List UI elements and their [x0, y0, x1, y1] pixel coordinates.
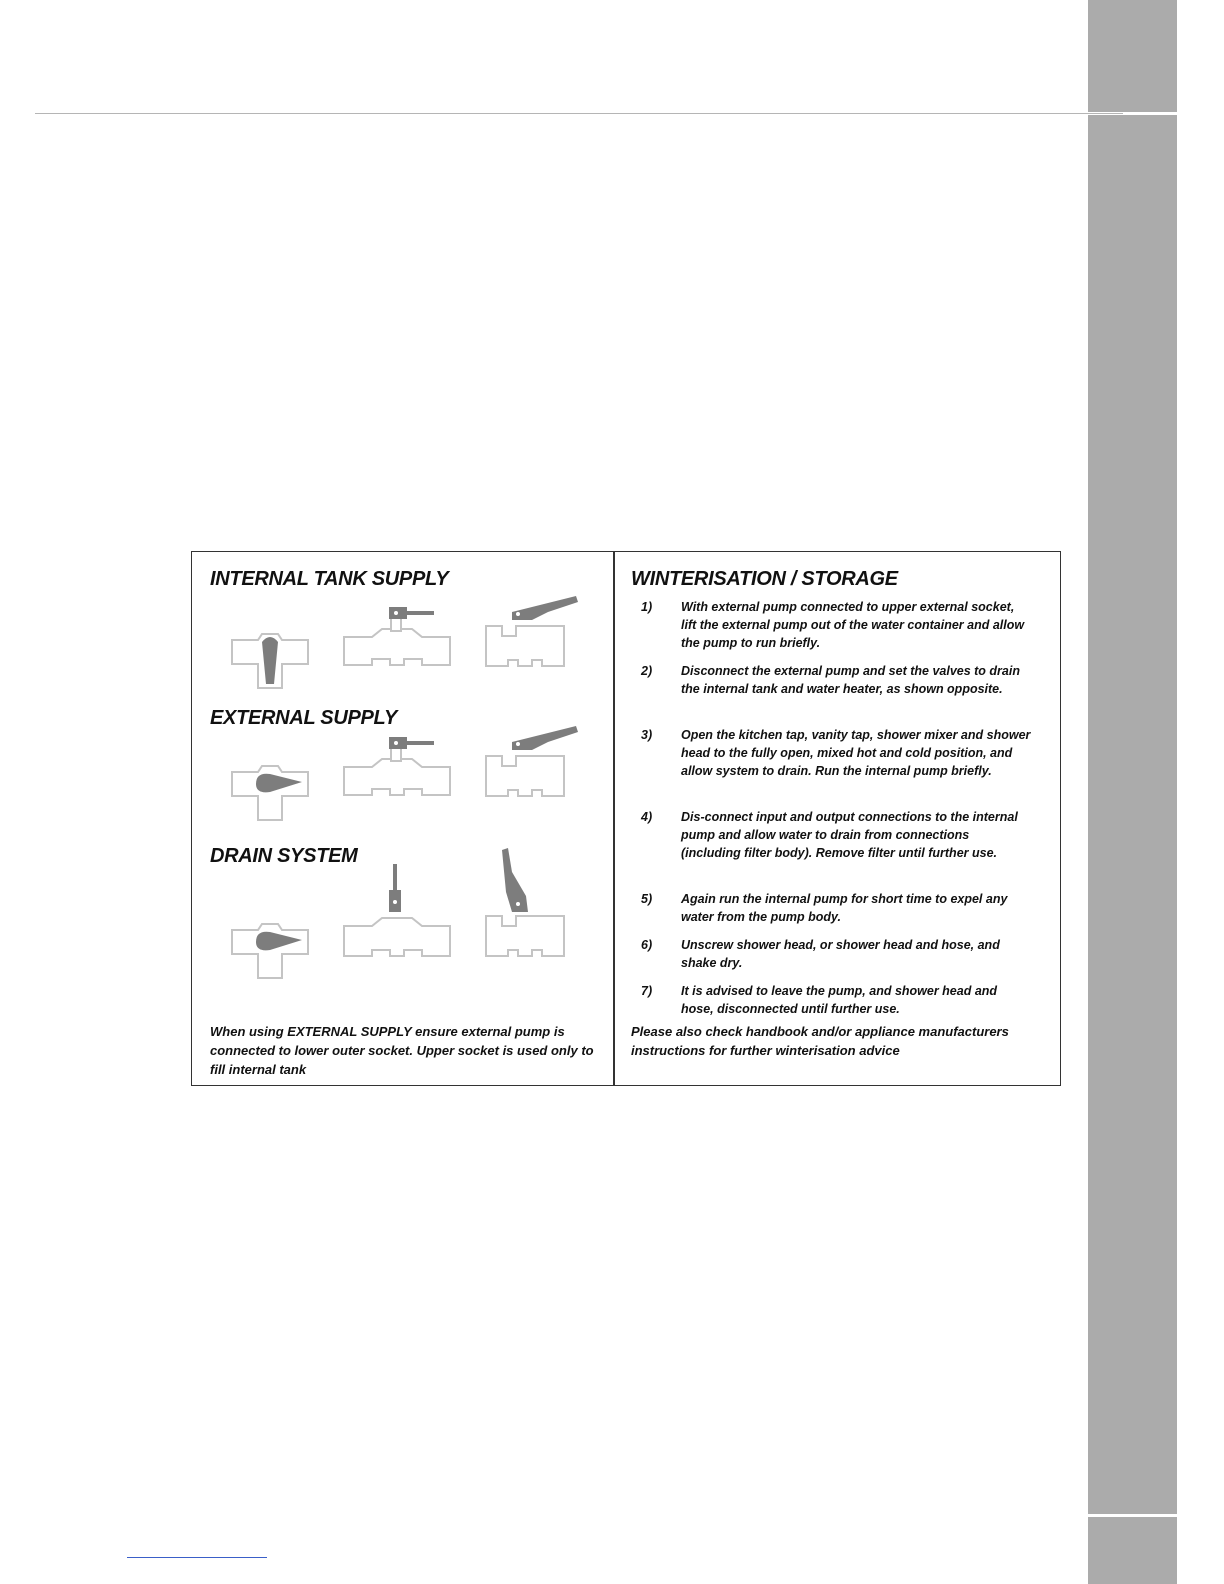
- straight-valve-closed-icon: [342, 737, 452, 799]
- three-way-valve-drain-icon: [230, 922, 310, 982]
- step-text: It is advised to leave the pump, and shower head and hose, disconnected until further use.: [681, 984, 998, 1016]
- winterisation-advice: Please also check handbook and/or appliance manufacturers instructions for further winterisation advice: [631, 1024, 1009, 1058]
- header-rule: [35, 113, 1123, 114]
- lever-valve-horizontal-icon: [482, 724, 582, 799]
- straight-valve-open-icon: [342, 864, 452, 959]
- external-supply-heading: EXTERNAL SUPPLY: [210, 707, 398, 729]
- three-way-valve-horizontal-icon: [230, 764, 310, 824]
- step-text: Open the kitchen tap, vanity tap, shower mixer and shower head to the fully open, mixed hot and cold position, and allow system to drain. Run the internal pump briefly.: [681, 728, 1031, 778]
- internal-tank-supply-heading: INTERNAL TANK SUPPLY: [210, 568, 449, 590]
- side-tab-bottom: [1088, 1517, 1177, 1584]
- step-number: 2): [641, 664, 653, 678]
- step-text: Unscrew shower head, or shower head and hose, and shake dry.: [681, 938, 1000, 970]
- winterisation-steps: [613, 552, 1060, 1085]
- step-number: 7): [641, 984, 653, 998]
- external-supply-note: When using EXTERNAL SUPPLY ensure external pump is connected to lower outer socket. Upper socket is used only to fill internal tank: [210, 1024, 594, 1077]
- lever-valve-vertical-icon: [482, 848, 582, 960]
- drain-system-heading: DRAIN SYSTEM: [210, 845, 358, 867]
- step-number: 5): [641, 892, 653, 906]
- lever-valve-horizontal-icon: [482, 594, 582, 669]
- step-text: Again run the internal pump for short time to expel any water from the pump body.: [681, 892, 1008, 924]
- step-text: Dis-connect input and output connections to the internal pump and allow water to drain from connections (including filter body). Remove filter until further use.: [681, 810, 1018, 860]
- footer-link-underline: [127, 1557, 267, 1558]
- step-text: With external pump connected to upper external socket, lift the external pump out of the water container and allow the pump to run briefly.: [681, 600, 1025, 650]
- three-way-valve-vertical-icon: [230, 632, 310, 692]
- step-text: Disconnect the external pump and set the valves to drain the internal tank and water heater, as shown opposite.: [681, 664, 1020, 696]
- side-tab: [1088, 115, 1177, 1514]
- step-number: 4): [641, 810, 653, 824]
- step-number: 3): [641, 728, 653, 742]
- winterisation-heading: WINTERISATION / STORAGE: [631, 568, 898, 590]
- side-tab-top: [1088, 0, 1177, 112]
- step-number: 6): [641, 938, 653, 952]
- straight-valve-closed-icon: [342, 607, 452, 669]
- instruction-panel: [191, 551, 1061, 1086]
- step-number: 1): [641, 600, 653, 614]
